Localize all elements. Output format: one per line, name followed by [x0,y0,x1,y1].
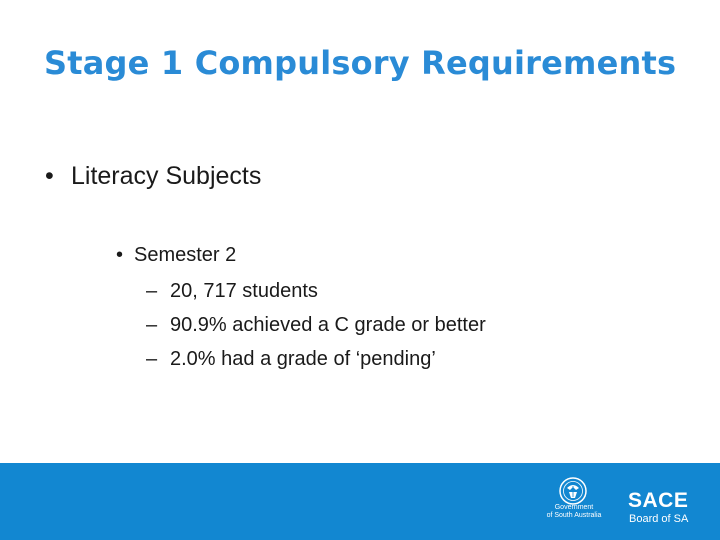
dash-icon: – [146,314,158,336]
sace-logo-subtext: Board of SA [629,513,689,525]
bullet-level-2 [116,244,236,267]
sub-item [146,314,486,337]
bullet-icon: • [116,244,124,266]
government-crest-icon [540,475,606,531]
bullet-level-1-text: Literacy Subjects [71,162,262,190]
sace-logo-text: SACE [628,489,689,512]
sub-item-text: 2.0% had a grade of ‘pending’ [170,348,436,370]
sub-item [146,280,318,303]
dash-icon: – [146,280,158,302]
government-line-2: of South Australia [546,512,602,519]
sub-item-text: 90.9% achieved a C grade or better [170,314,486,336]
bullet-level-1 [45,162,261,191]
dash-icon: – [146,348,158,370]
sub-item-text: 20, 717 students [170,280,318,302]
government-label [540,504,608,520]
bullet-icon: • [45,162,54,190]
sub-item [146,348,436,371]
bullet-level-2-text: Semester 2 [134,244,237,266]
footer-bar [0,463,720,540]
government-line-1: Government [554,504,594,511]
slide-title: Stage 1 Compulsory Requirements [44,44,677,82]
